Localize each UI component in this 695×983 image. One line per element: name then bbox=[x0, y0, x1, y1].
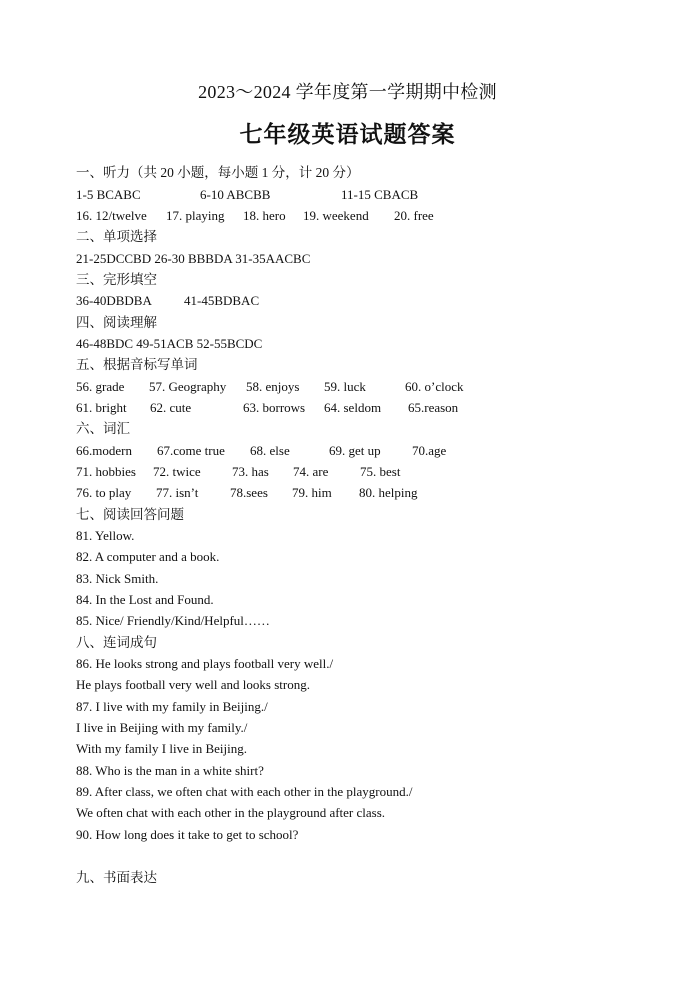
answer-row-single-choice: 21-25DCCBD 26-30 BBBDA 31-35AACBC bbox=[76, 251, 311, 266]
exam-title: 2023～2024 学年度第一学期期中检测 bbox=[198, 82, 497, 102]
answer-line: He plays football very well and looks strong. bbox=[76, 677, 310, 692]
answer-item: 61. bright bbox=[76, 400, 127, 415]
answer-line: 81. Yellow. bbox=[76, 528, 135, 543]
answer-line: 83. Nick Smith. bbox=[76, 571, 159, 586]
section-heading-listening: 一、听力（共 20 小题，每小题 1 分，计 20 分） bbox=[76, 165, 360, 180]
answer-item: 78.sees bbox=[230, 485, 268, 500]
answer-line: 86. He looks strong and plays football very well./ bbox=[76, 656, 334, 671]
answer-item: 71. hobbies bbox=[76, 464, 136, 479]
section-heading-writing: 九、书面表达 bbox=[76, 870, 157, 885]
answer-item: 74. are bbox=[293, 464, 329, 479]
answer-group: 1-5 BCABC bbox=[76, 187, 141, 202]
answer-item: 66.modern bbox=[76, 443, 132, 458]
answer-item: 69. get up bbox=[329, 443, 381, 458]
answer-item: 59. luck bbox=[324, 379, 366, 394]
answer-group: 6-10 ABCBB bbox=[200, 187, 271, 202]
section-heading-vocabulary: 六、词汇 bbox=[76, 421, 130, 436]
answer-item: 62. cute bbox=[150, 400, 192, 415]
document-title: 七年级英语试题答案 bbox=[239, 122, 456, 147]
answer-item: 68. else bbox=[250, 443, 290, 458]
answer-line: 89. After class, we often chat with each other in the playground./ bbox=[76, 784, 413, 799]
section-heading-cloze: 三、完形填空 bbox=[76, 272, 157, 287]
answer-item: 56. grade bbox=[76, 379, 125, 394]
answer-item: 67.come true bbox=[157, 443, 225, 458]
answer-item: 75. best bbox=[360, 464, 401, 479]
section-heading-reading: 四、阅读理解 bbox=[76, 315, 157, 330]
answer-group: 11-15 CBACB bbox=[341, 187, 419, 202]
answer-line: 82. A computer and a book. bbox=[76, 549, 220, 564]
answer-line: I live in Beijing with my family./ bbox=[76, 720, 248, 735]
answer-item: 63. borrows bbox=[243, 400, 306, 415]
answer-item: 72. twice bbox=[153, 464, 201, 479]
answer-line: 88. Who is the man in a white shirt? bbox=[76, 763, 264, 778]
answer-item: 19. weekend bbox=[303, 208, 369, 223]
answer-item: 20. free bbox=[394, 208, 434, 223]
answer-item: 64. seldom bbox=[324, 400, 382, 415]
answer-group: 41-45BDBAC bbox=[184, 293, 260, 308]
answer-item: 70.age bbox=[412, 443, 447, 458]
answer-item: 76. to play bbox=[76, 485, 132, 500]
answer-item: 18. hero bbox=[243, 208, 286, 223]
section-heading-single-choice: 二、单项选择 bbox=[76, 229, 157, 244]
answer-item: 65.reason bbox=[408, 400, 459, 415]
answer-item: 58. enjoys bbox=[246, 379, 300, 394]
section-heading-sentence-building: 八、连词成句 bbox=[76, 635, 157, 650]
answer-item: 60. o’clock bbox=[405, 379, 464, 394]
answer-line: With my family I live in Beijing. bbox=[76, 741, 247, 756]
answer-item: 80. helping bbox=[359, 485, 418, 500]
answer-item: 16. 12/twelve bbox=[76, 208, 147, 223]
answer-group: 36-40DBDBA bbox=[76, 293, 152, 308]
section-heading-phonetic-words: 五、根据音标写单词 bbox=[76, 357, 198, 372]
section-heading-reading-qa: 七、阅读回答问题 bbox=[76, 507, 184, 522]
answer-item: 57. Geography bbox=[149, 379, 227, 394]
answer-item: 77. isn’t bbox=[156, 485, 199, 500]
answer-line: 84. In the Lost and Found. bbox=[76, 592, 214, 607]
answer-line: We often chat with each other in the playground after class. bbox=[76, 805, 386, 820]
answer-line: 87. I live with my family in Beijing./ bbox=[76, 699, 268, 714]
answer-item: 79. him bbox=[292, 485, 332, 500]
answer-item: 73. has bbox=[232, 464, 269, 479]
answer-line: 85. Nice/ Friendly/Kind/Helpful…… bbox=[76, 613, 270, 628]
answer-item: 17. playing bbox=[166, 208, 225, 223]
answer-row-reading: 46-48BDC 49-51ACB 52-55BCDC bbox=[76, 336, 263, 351]
answer-line: 90. How long does it take to get to school? bbox=[76, 827, 299, 842]
